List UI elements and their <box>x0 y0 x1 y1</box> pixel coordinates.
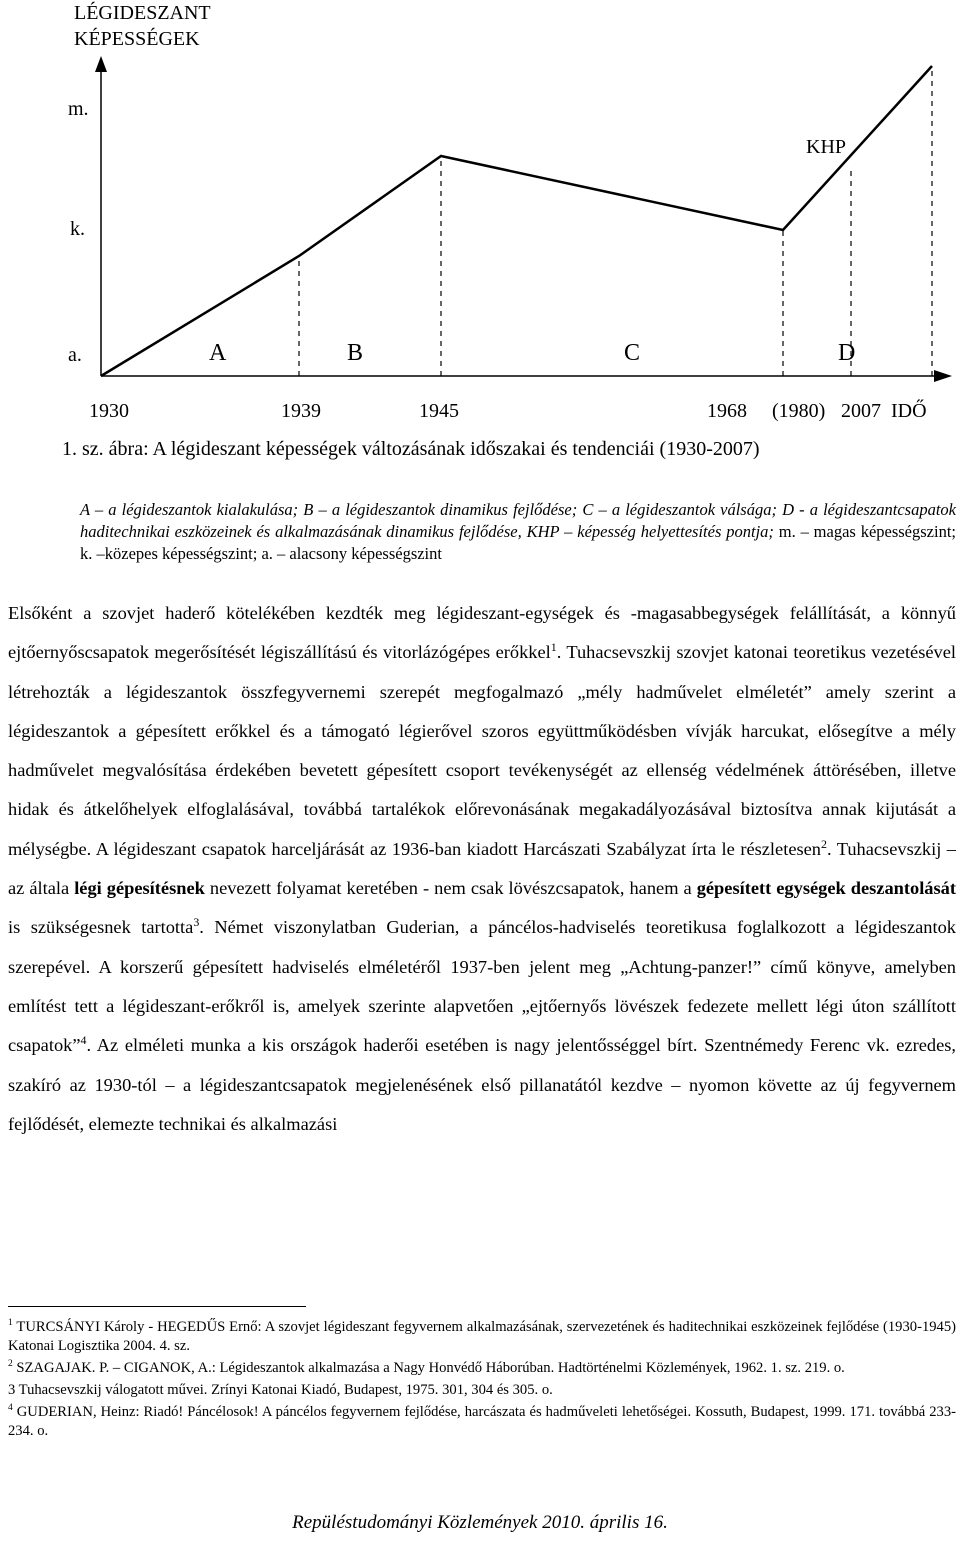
khp-label: KHP <box>806 136 847 158</box>
footnote-2 <box>8 1359 956 1378</box>
figure-legend <box>80 499 956 565</box>
footnote-2-text: SZAGAJAK. P. – CIGANOK, A.: Légideszantok alkalmazása a Nagy Honvédő Háborúban. Hadtörténelmi Közlemények, 1962. 1. sz. 219. o. <box>12 1360 845 1376</box>
body-text-3: . Tuhacsevszkij – az általa <box>8 838 956 899</box>
y-level-low: a. <box>68 344 82 366</box>
y-axis-arrow <box>95 56 107 72</box>
year-1980: (1980) <box>772 400 826 422</box>
footnotes <box>8 1318 956 1444</box>
footnote-separator <box>8 1306 306 1307</box>
body-text-5: is szükségesnek tartotta <box>8 917 194 938</box>
period-label-d: D <box>838 340 856 366</box>
body-text-6: . Német viszonylatban Guderian, a páncélos-hadviselés teoretikusa foglalkozott a légideszantok szerepével. A korszerű gépesített hadviselés elméletéről 1937-ben jelent meg „Achtung-panzer!” című könyve, amelyben említést tett a légideszant-erőkről is, amelyek szerinte alapvetően „ejtőernyős lövészek fedezete mellett légi úton szállított csapatok” <box>8 917 956 1056</box>
year-1968: 1968 <box>707 400 747 422</box>
footnote-4 <box>8 1403 956 1441</box>
period-label-c: C <box>624 340 641 366</box>
year-1945: 1945 <box>419 400 459 422</box>
footnote-ref-2: 2 <box>821 836 827 851</box>
body-text-2: . Tuhacsevszkij szovjet katonai teoretikus vezetésével létrehozták a légideszantok összfegyvernemi szerepét megfogalmazó „mély hadművelet elméletét” amely szerint a légideszantok a gépesített erőkkel és a támogató légierővel szoros együttműködésben vívják harcukat, elősegítve a mély hadművelet megvalósítása érdekében bevetett gépesített csoport tevékenységét az ellenség védelmének áttörésében, illetve hidak és átkelőhelyek elfoglalásával, továbbá tartalékok előrevonásának megakadályozásával biztosítva annak kijutását a mélységbe. A légideszant csapatok harceljárását az 1936-ban kiadott Harcászati Szabályzat írta le részletesen <box>8 642 957 859</box>
footnote-3 <box>8 1381 956 1400</box>
legend-italic: A – a légideszantok kialakulása; B – a légideszantok dinamikus fejlődése; C – a légideszantok válsága; D - a légideszantcsapatok haditechnikai eszközeinek és alkalmazásának dinamikus fejlődése, KHP – képesség helyettesítés pontja; <box>80 500 956 541</box>
y-axis-title-line1: LÉGIDESZANT <box>74 2 211 24</box>
footnote-1 <box>8 1318 956 1356</box>
y-axis-title-line2: KÉPESSÉGEK <box>74 28 200 50</box>
year-1930: 1930 <box>89 400 129 422</box>
year-2007: 2007 <box>841 400 881 422</box>
footnote-1-text: TURCSÁNYI Károly - HEGEDŰS Ernő: A szovjet légideszant fegyvernem alkalmazásának, szervezetének és haditechnikai eszközeinek fejlődése (1930-1945) Katonai Logisztika 2004. 4. sz. <box>8 1319 956 1354</box>
page-footer: Repüléstudományi Közlemények 2010. április 16. <box>292 1512 668 1533</box>
x-axis-arrow <box>934 370 952 382</box>
footnote-1-number: 1 <box>8 1318 13 1329</box>
bold-term-1: légi gépesítésnek <box>74 878 205 899</box>
period-label-b: B <box>347 340 364 366</box>
body-text-4: nevezett folyamat keretében - nem csak lövészcsapatok, hanem a <box>204 878 697 899</box>
footnote-4-text: GUDERIAN, Heinz: Riadó! Páncélosok! A páncélos fegyvernem fejlődése, harcászata és hadműveleti lehetőségei. Kossuth, Budapest, 1999. 171. továbbá 233-234. o. <box>8 1404 956 1439</box>
body-text-7: . Az elméleti munka a kis országok haderői esetében is nagy jelentősséggel bírt. Szentnémedy Ferenc vk. ezredes, szakíró az 1930-tól – a légideszantcsapatok megjelenésének első pillanatától kezdve – nyomon követte az új fegyvernem fejlődését, elemezte technikai és alkalmazási <box>8 1035 956 1134</box>
period-label-a: A <box>209 340 227 366</box>
x-axis-title: IDŐ <box>891 400 927 422</box>
footnote-ref-4: 4 <box>80 1033 87 1048</box>
bold-term-2: gépesített egységek deszantolását <box>696 878 956 899</box>
capability-diagram <box>0 0 960 430</box>
y-level-high: m. <box>68 98 89 120</box>
footnote-4-number: 4 <box>8 1403 13 1414</box>
body-text-1: Elsőként a szovjet haderő kötelékében kezdték meg légideszant-egységek és -magasabbegységek felállítását, a könnyű ejtőernyőscsapatok megerősítését légiszállítású és vitorlázógépes erőkkel <box>8 603 956 663</box>
footnote-ref-1: 1 <box>550 640 557 655</box>
footnote-3-text: 3 Tuhacsevszkij válogatott művei. Zrínyi Katonai Kiadó, Budapest, 1975. 301, 304 és 305. o. <box>8 1382 553 1398</box>
year-1939: 1939 <box>281 400 321 422</box>
figure-caption: 1. sz. ábra: A légideszant képességek változásának időszakai és tendenciái (1930-2007) <box>62 438 760 460</box>
capability-trend-line <box>101 66 932 376</box>
footnote-2-number: 2 <box>8 1359 13 1370</box>
capability-figure <box>0 0 960 430</box>
y-level-mid: k. <box>70 218 85 240</box>
legend-plain: m. – magas képességszint; k. –közepes képességszint; a. – alacsony képességszint <box>80 522 957 563</box>
body-paragraph <box>8 594 956 1144</box>
footnote-ref-3: 3 <box>193 915 200 930</box>
